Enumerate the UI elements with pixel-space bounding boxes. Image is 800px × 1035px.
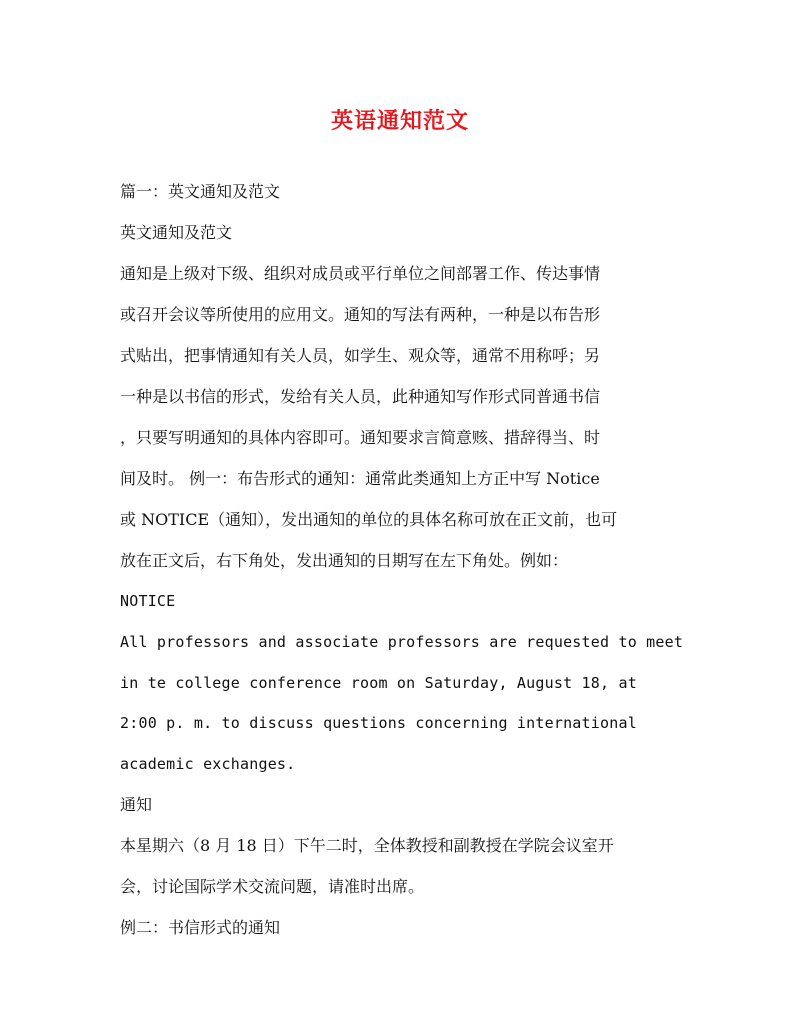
chinese-notice-heading: 通知	[120, 795, 153, 814]
document-title: 英语通知范文	[330, 108, 469, 134]
paragraph-line: 或 NOTICE（通知），发出通知的单位的具体名称可放在正文前，也可	[120, 510, 618, 529]
paragraph-line: 间及时。 例一：布告形式的通知：通常此类通知上方正中写 Notice	[120, 469, 600, 488]
paragraph-line: 通知是上级对下级、组织对成员或平行单位之间部署工作、传达事情	[120, 264, 601, 283]
paragraph-line: 式贴出，把事情通知有关人员，如学生、观众等，通常不用称呼；另	[120, 346, 601, 365]
notice-heading: NOTICE	[120, 592, 176, 610]
english-notice-line: in te college conference room on Saturday, August 18, at	[120, 674, 637, 692]
paragraph-line: 一种是以书信的形式，发给有关人员，此种通知写作形式同普通书信	[120, 387, 601, 406]
chinese-notice-line: 本星期六（8 月 18 日）下午二时，全体教授和副教授在学院会议室开	[120, 836, 614, 855]
paragraph-line: 放在正文后，右下角处，发出通知的日期写在左下角处。例如：	[120, 551, 569, 570]
section-heading: 篇一：英文通知及范文	[120, 182, 281, 201]
english-notice-line: All professors and associate professors are requested to meet	[120, 633, 684, 651]
english-notice-line: academic exchanges.	[120, 755, 296, 773]
paragraph-line: ，只要写明通知的具体内容即可。通知要求言简意赅、措辞得当、时	[120, 428, 601, 447]
subheading: 英文通知及范文	[120, 223, 233, 242]
example-heading: 例二：书信形式的通知	[120, 918, 281, 937]
english-notice-line: 2:00 p. m. to discuss questions concerning international	[120, 714, 637, 732]
chinese-notice-line: 会，讨论国际学术交流问题，请准时出席。	[120, 877, 425, 896]
paragraph-line: 或召开会议等所使用的应用文。通知的写法有两种，一种是以布告形	[120, 305, 601, 324]
